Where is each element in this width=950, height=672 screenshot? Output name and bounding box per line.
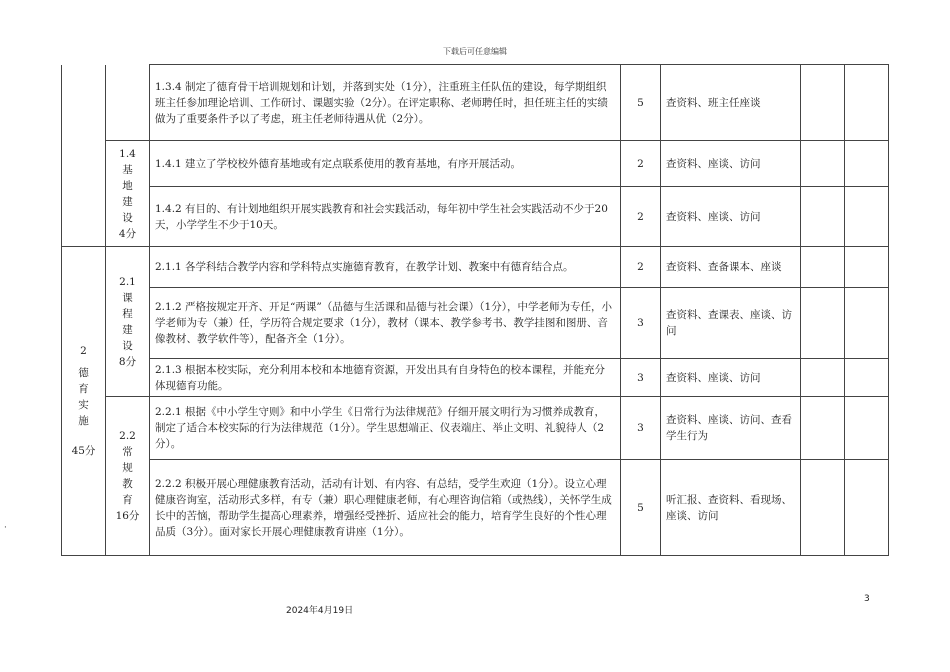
group-cell-1-3: [106, 65, 150, 141]
group-score: 8分: [118, 355, 137, 368]
criterion-1-3-4: 1.3.4 制定了德育骨干培训规划和计划，并落到实处（1分），注重班主任队伍的建设，每学期组织班主任参加理论培训、工作研讨、课题实验（2分）。在评定职称、老师聘任时，担任班主任的实绩做为了重要条件予以了考虑，班主任老师待遇从优（2分）。: [150, 65, 621, 141]
criterion-2-2-2: 2.2.2 积极开展心理健康教育活动，活动有计划、有内容、有总结，受学生欢迎（1分）。设立心理健康咨询室，活动形式多样，有专（兼）职心理健康老师，有心理咨询信箱（或热线），关怀学生成长中的苦恼，帮助学生提高心理素养，增强经受挫折、适应社会的能力，培育学生良好的个性心理品质（3分）。面对家长开展心理健康教育讲座（1分）。: [150, 460, 621, 556]
method-1-4-2: 查资料、座谈、访问: [661, 187, 801, 247]
blank-cell: [845, 460, 889, 556]
group-cell-2-2: [106, 397, 150, 556]
method-2-1-1: 查资料、查备课本、座谈: [661, 247, 801, 288]
blank-cell: [801, 288, 845, 359]
group-name-char: 设: [122, 339, 133, 352]
blank-cell: [801, 141, 845, 187]
blank-cell: [845, 288, 889, 359]
group-name-char: 基: [122, 163, 133, 176]
blank-cell: [845, 359, 889, 397]
table-row: [62, 141, 889, 187]
method-1-4-1: 查资料、座谈、访问: [661, 141, 801, 187]
method-2-2-2: 听汇报、查资料、看现场、座谈、访问: [661, 460, 801, 556]
dimension-name-char: 育: [78, 383, 89, 395]
group-name-char: 育: [122, 494, 133, 506]
table-row: [62, 359, 889, 397]
points-2-2-2: 5: [621, 460, 661, 556]
points-1-3-4: 5: [621, 65, 661, 141]
group-score: 4分: [118, 227, 137, 240]
header-note: 下载后可任意编辑: [443, 47, 507, 56]
criterion-2-1-1: 2.1.1 各学科结合教学内容和学科特点实施德育教育，在教学计划、教案中有德育结合点。: [150, 247, 621, 288]
blank-cell: [845, 247, 889, 288]
blank-cell: [845, 397, 889, 460]
group-name-char: 常: [122, 446, 133, 458]
group-name-char: 建: [122, 195, 133, 208]
group-name-char: 程: [122, 307, 133, 320]
dimension-cell-1: [62, 65, 106, 247]
evaluation-table: [61, 64, 889, 556]
criterion-2-1-3: 2.1.3 根据本校实际，充分利用本校和本地德育资源，开发出具有自身特色的校本课程，并能充分体现德育功能。: [150, 359, 621, 397]
blank-cell: [801, 397, 845, 460]
group-code: 1.4: [119, 147, 136, 160]
blank-cell: [845, 141, 889, 187]
criterion-2-1-2: 2.1.2 严格按规定开齐、开足“两课”（品德与生活课和品德与社会课）（1分），中学老师为专任，小学老师为专（兼）任，学历符合规定要求（1分），教材（课本、教学参考书、教学挂图和图册、音像教材、教学软件等），配备齐全（1分）。: [150, 288, 621, 359]
points-1-4-2: 2: [621, 187, 661, 247]
footer-date: 2024年4月19日: [286, 606, 354, 616]
points-2-1-2: 3: [621, 288, 661, 359]
blank-cell: [801, 247, 845, 288]
group-name-char: 建: [122, 323, 133, 336]
side-mark: ·: [4, 523, 7, 533]
group-code: 2.2: [119, 430, 136, 442]
group-name-char: 地: [122, 179, 133, 192]
group-score: 16分: [115, 510, 140, 522]
blank-cell: [801, 65, 845, 141]
blank-cell: [801, 460, 845, 556]
group-name-char: 课: [122, 291, 133, 304]
criterion-1-4-1: 1.4.1 建立了学校校外德育基地或有定点联系使用的教育基地，有序开展活动。: [150, 141, 621, 187]
dimension-name-char: 实: [78, 399, 89, 411]
points-2-1-1: 2: [621, 247, 661, 288]
blank-cell: [845, 65, 889, 141]
table-row: [62, 288, 889, 359]
method-2-1-3: 查资料、座谈、访问: [661, 359, 801, 397]
group-cell-2-1: [106, 247, 150, 397]
blank-cell: [845, 187, 889, 247]
blank-cell: [801, 187, 845, 247]
criterion-2-2-1: 2.2.1 根据《中小学生守则》和中小学生《日常行为法律规范》仔细开展文明行为习惯养成教育，制定了适合本校实际的行为法律规范（1分）。学生思想端正、仪表端庄、举止文明、礼貌待人（2分）。: [150, 397, 621, 460]
method-2-1-2: 查资料、查课表、座谈、访问: [661, 288, 801, 359]
group-name-char: 设: [122, 211, 133, 224]
dimension-score: 45分: [71, 445, 96, 457]
page-number: 3: [864, 594, 870, 604]
group-cell-1-4: [106, 141, 150, 247]
points-2-1-3: 3: [621, 359, 661, 397]
table-row: [62, 187, 889, 247]
group-code: 2.1: [119, 275, 136, 288]
points-1-4-1: 2: [621, 141, 661, 187]
method-2-2-1: 查资料、座谈、访问、查看学生行为: [661, 397, 801, 460]
table-row: [62, 460, 889, 556]
group-name-char: 规: [122, 462, 133, 474]
group-name-char: 教: [122, 478, 133, 490]
dimension-name-char: 德: [78, 367, 89, 379]
points-2-2-1: 3: [621, 397, 661, 460]
blank-cell: [801, 359, 845, 397]
table-row: [62, 65, 889, 141]
dimension-name-char: 施: [78, 415, 89, 427]
table-row: [62, 397, 889, 460]
dimension-number: 2: [80, 345, 87, 357]
criterion-1-4-2: 1.4.2 有目的、有计划地组织开展实践教育和社会实践活动，每年初中学生社会实践活动不少于20天，小学学生不少于10天。: [150, 187, 621, 247]
method-1-3-4: 查资料、班主任座谈: [661, 65, 801, 141]
table-row: [62, 247, 889, 288]
dimension-cell-2: [62, 247, 106, 556]
